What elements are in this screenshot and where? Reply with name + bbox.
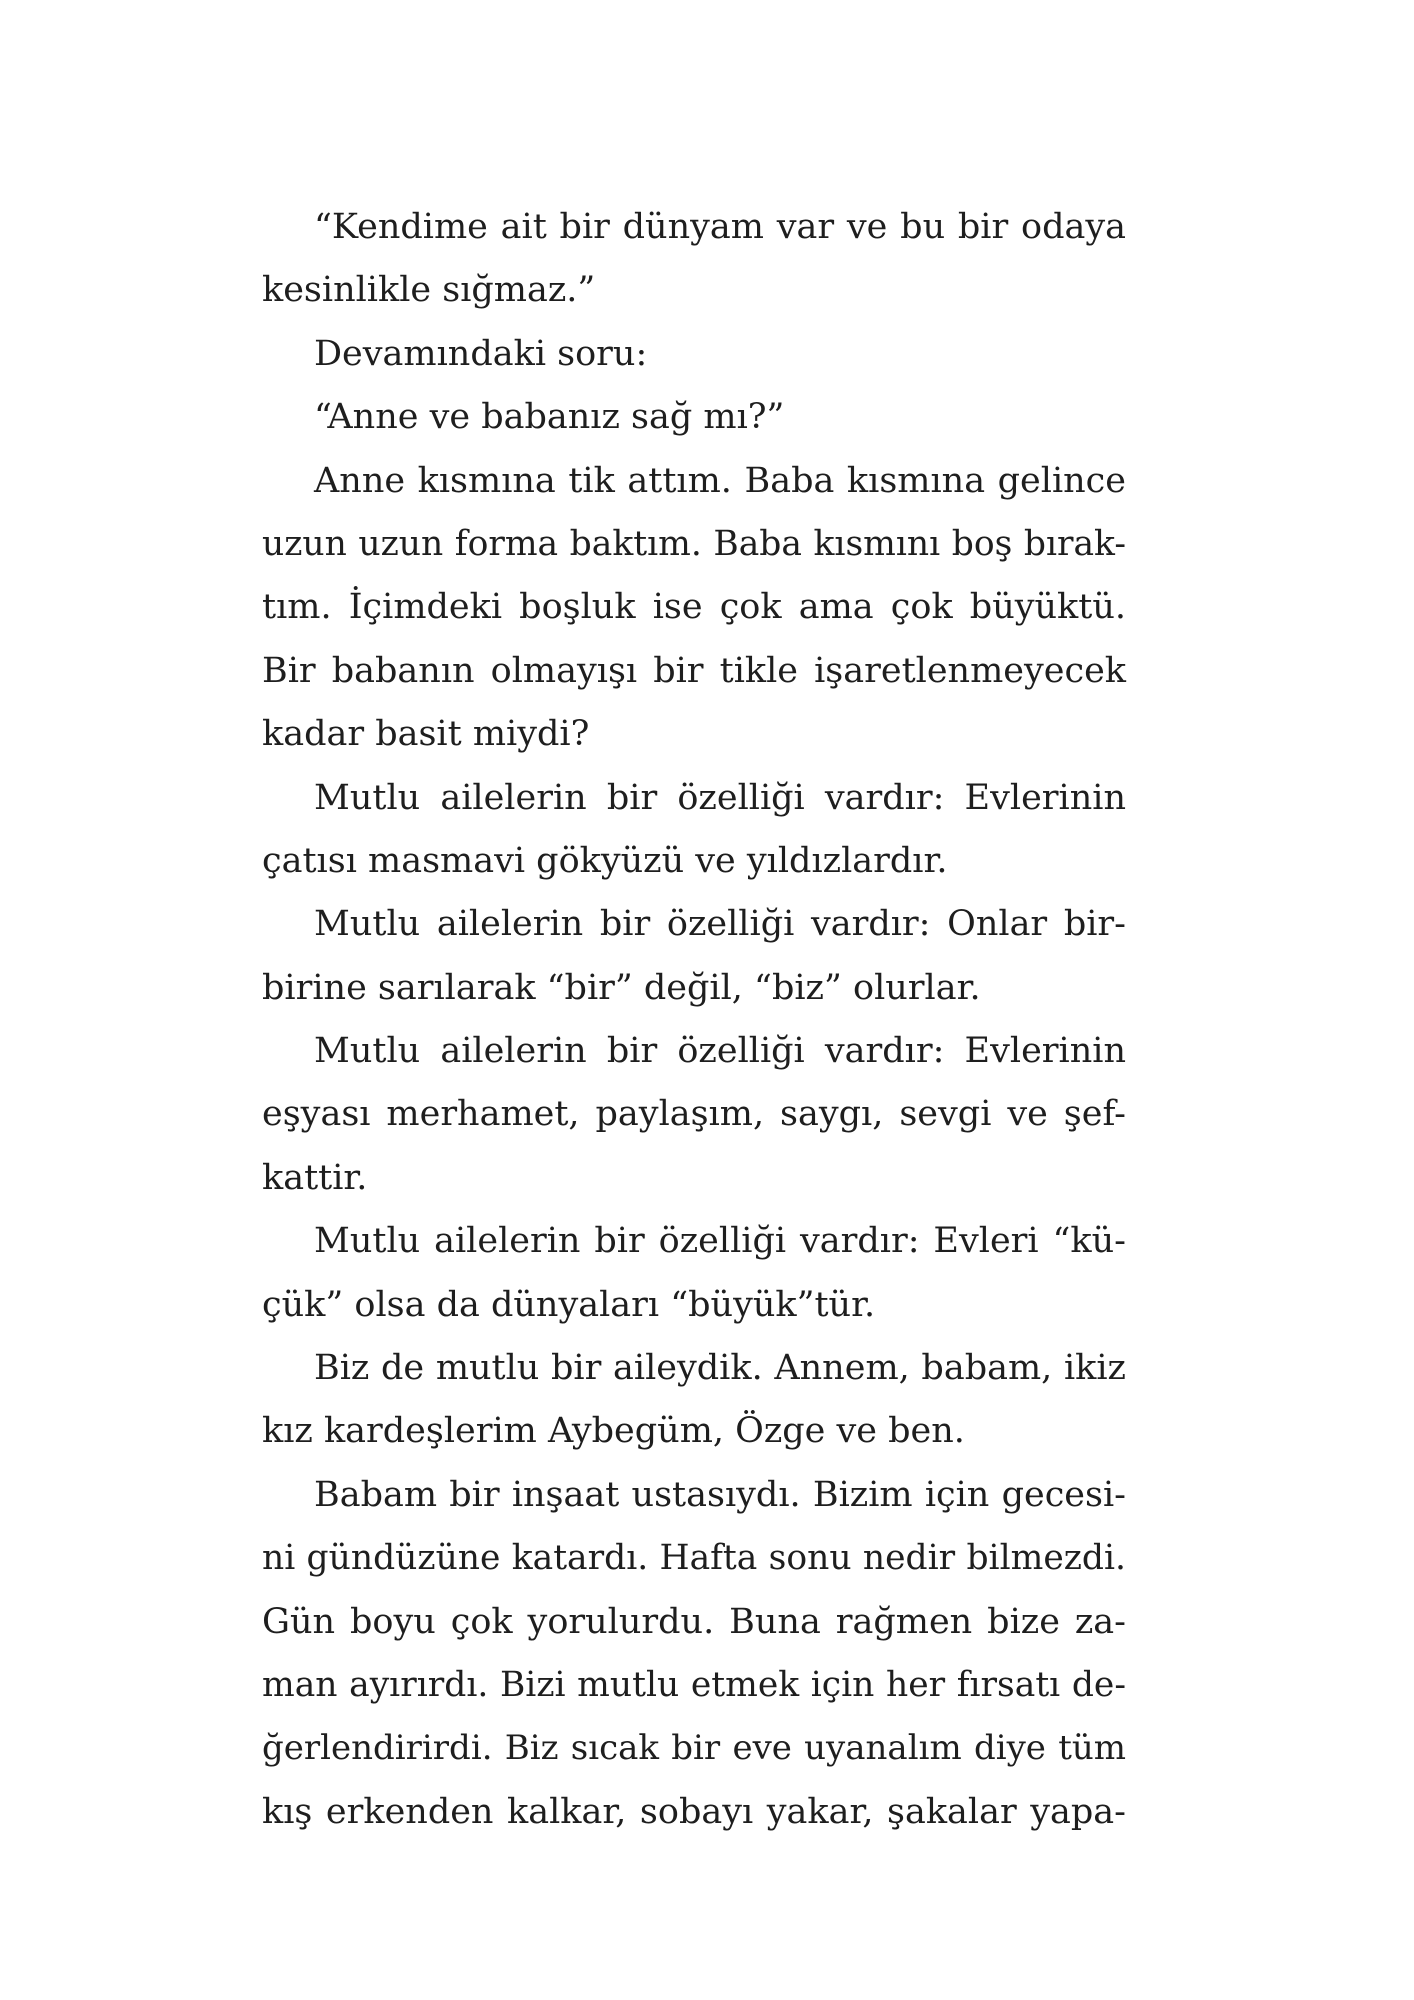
text-line: kattir. bbox=[262, 1157, 368, 1198]
text-line: çatısı masmavi gökyüzü ve yıldızlardır. bbox=[262, 840, 948, 881]
text-line: Gün boyu çok yorulurdu. Buna rağmen bize za- bbox=[262, 1601, 1126, 1642]
text-line: kesinlikle sığmaz.” bbox=[262, 270, 596, 311]
text-line: çük” olsa da dünyaları “büyük”tür. bbox=[262, 1284, 876, 1325]
text-line: kadar basit miydi? bbox=[262, 714, 590, 755]
text-line: Mutlu ailelerin bir özelliği vardır: Evleri “kü- bbox=[314, 1221, 1126, 1262]
text-line: man ayırırdı. Bizi mutlu etmek için her fırsatı de- bbox=[262, 1664, 1126, 1705]
text-line: birine sarılarak “bir” değil, “biz” olurlar. bbox=[262, 967, 981, 1008]
text-line: kız kardeşlerim Aybegüm, Özge ve ben. bbox=[262, 1411, 965, 1452]
text-line: Mutlu ailelerin bir özelliği vardır: Evlerinin bbox=[314, 1031, 1126, 1072]
text-line: kış erkenden kalkar, sobayı yakar, şakalar yapa- bbox=[262, 1791, 1126, 1832]
text-line: Mutlu ailelerin bir özelliği vardır: Onlar bir- bbox=[314, 904, 1126, 945]
text-line: Anne kısmına tik attım. Baba kısmına gelince bbox=[314, 460, 1126, 501]
text-line: Bir babanın olmayışı bir tikle işaretlenmeyecek bbox=[262, 650, 1126, 691]
body-text bbox=[262, 196, 1126, 1844]
text-line: Babam bir inşaat ustasıydı. Bizim için gecesi- bbox=[314, 1474, 1126, 1515]
text-line: Devamındaki soru: bbox=[314, 333, 648, 374]
text-line: uzun uzun forma baktım. Baba kısmını boş bırak- bbox=[262, 523, 1126, 564]
text-line: Mutlu ailelerin bir özelliği vardır: Evlerinin bbox=[314, 777, 1126, 818]
text-line: “Anne ve babanız sağ mı?” bbox=[314, 397, 785, 438]
text-line: tım. İçimdeki boşluk ise çok ama çok büyüktü. bbox=[262, 587, 1126, 628]
text-line: ğerlendirirdi. Biz sıcak bir eve uyanalım diye tüm bbox=[262, 1728, 1126, 1769]
text-line: eşyası merhamet, paylaşım, saygı, sevgi ve şef- bbox=[262, 1094, 1126, 1135]
text-line: “Kendime ait bir dünyam var ve bu bir odaya bbox=[314, 207, 1126, 247]
text-line: Biz de mutlu bir aileydik. Annem, babam, ikiz bbox=[314, 1348, 1126, 1389]
text-line: ni gündüzüne katardı. Hafta sonu nedir bilmezdi. bbox=[262, 1538, 1126, 1579]
